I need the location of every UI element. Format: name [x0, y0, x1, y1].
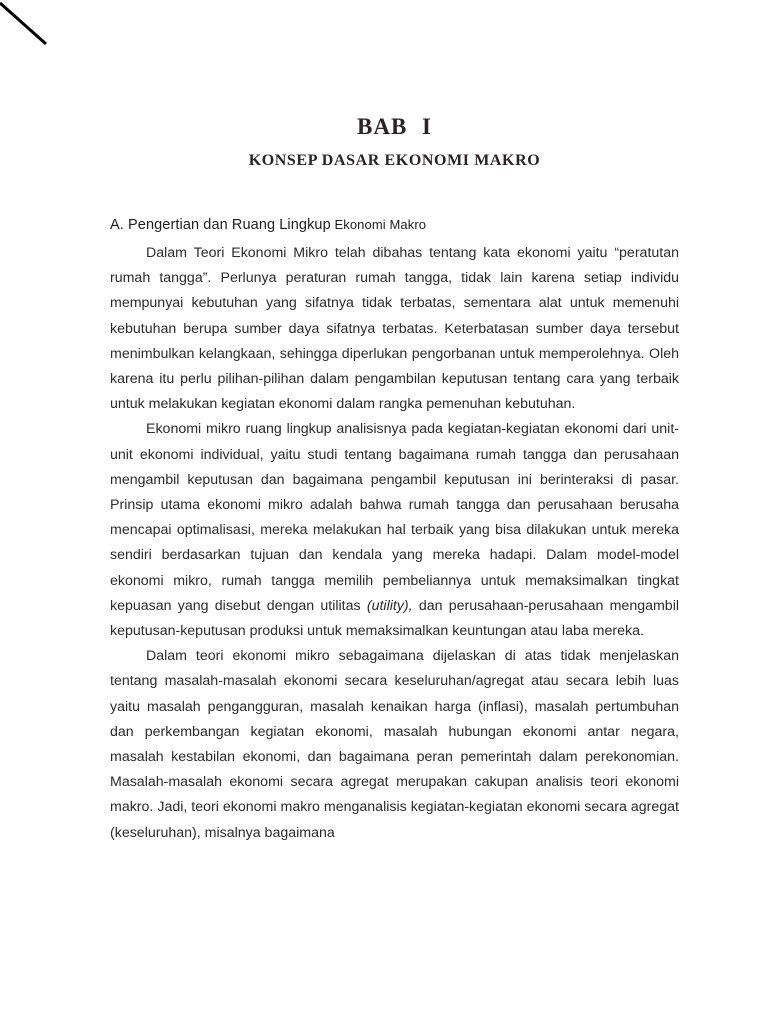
body-text	[110, 241, 679, 846]
paragraph-3: Dalam teori ekonomi mikro sebagaimana dijelaskan di atas tidak menjelaskan tentang masalah-masalah ekonomi secara keseluruhan/agregat atau secara lebih luas yaitu masalah pengangguran, masalah kenaikan harga (inflasi), masalah pertumbuhan dan perkembangan kegiatan ekonomi, masalah hubungan ekonomi antar negara, masalah kestabilan ekonomi, dan bagaimana peran pemerintah dalam perekonomian. Masalah-masalah ekonomi secara agregat merupakan cakupan analisis teori ekonomi makro. Jadi, teori ekonomi makro menganalisis kegiatan-kegiatan ekonomi secara agregat (keseluruhan), misalnya bagaimana	[110, 648, 679, 841]
paragraph-2-text-a: Ekonomi mikro ruang lingkup analisisnya pada kegiatan-kegiatan ekonomi dari unit-unit ekonomi individual, yaitu studi tentang bagaimana rumah tangga dan perusahaan mengambil keputusan dan bagaimana pengambil keputusan ini berinteraksi di pasar. Prinsip utama ekonomi mikro adalah bahwa rumah tangga dan perusahaan berusaha mencapai optimalisasi, mereka melakukan hal terbaik yang bisa dilakukan untuk mereka sendiri berdasarkan tujuan dan kendala yang mereka hadapi. Dalam model-model ekonomi mikro, rumah tangga memilih pembeliannya untuk memaksimalkan tingkat kepuasan yang disebut dengan utilitas	[110, 421, 679, 614]
paragraph-2	[110, 417, 679, 644]
chapter-subtitle: KONSEP DASAR EKONOMI MAKRO	[248, 152, 541, 169]
paragraph-2-italic-term: (utility),	[366, 597, 413, 614]
section-heading-main: A. Pengertian dan Ruang Lingkup	[110, 217, 331, 233]
section-heading-tail: Ekonomi Makro	[330, 217, 427, 232]
paragraph-1: Dalam Teori Ekonomi Mikro telah dibahas tentang kata ekonomi yaitu “peratutan rumah tangga”. Perlunya peraturan rumah tangga, tidak lain karena setiap individu mempunyai kebutuhan yang sifatnya tidak terbatas, sementara alat untuk memenuhi kebutuhan berupa sumber daya sifatnya terbatas. Keterbatasan sumber daya tersebut menimbulkan kelangkaan, sehingga diperlukan pengorbanan untuk memperolehnya. Oleh karena itu perlu pilihan-pilihan dalam pengambilan keputusan tentang cara yang terbaik untuk melakukan kegiatan ekonomi dalam rangka pemenuhan kebutuhan.	[110, 245, 679, 413]
section-heading	[110, 217, 679, 233]
corner-fold-line	[0, 0, 60, 60]
chapter-title: BAB I	[357, 114, 432, 139]
paragraph-2-text-b: dan perusahaan-perusahaan mengambil keputusan-keputusan produksi untuk memaksimalkan keuntungan atau laba mereka.	[110, 597, 680, 640]
